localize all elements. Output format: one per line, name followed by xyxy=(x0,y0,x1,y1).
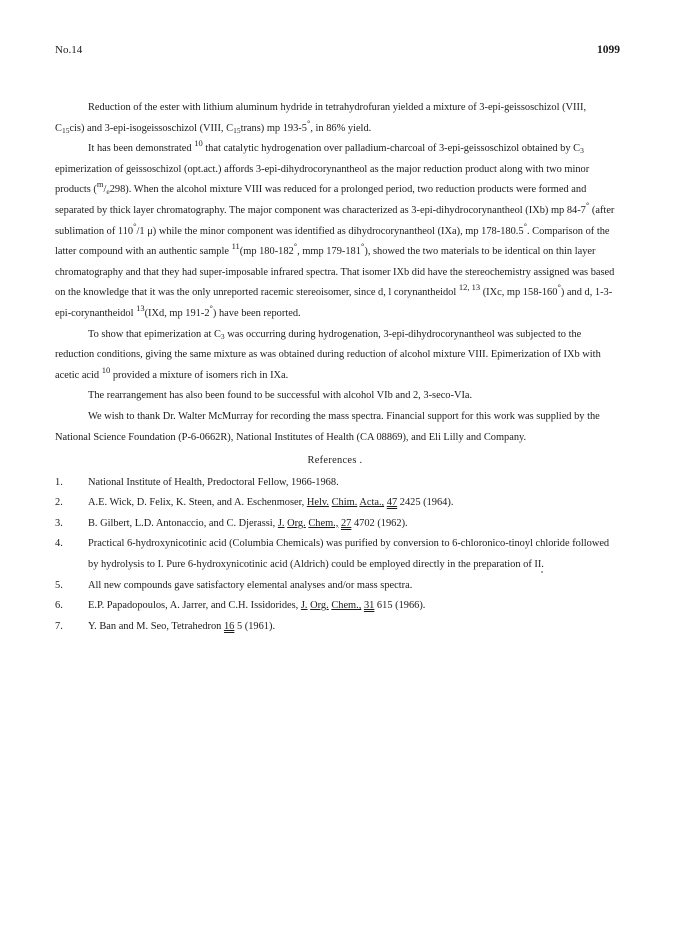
reference-item: 4. Practical 6-hydroxynicotinic acid (Columbia Chemicals) was purified by conversion to 6-chloronico-tinoyl chloride followed by hydrolysis to I. Pure 6-hydroxynicotinic acid (Aldrich) could be employed directly in the preparation of II. xyxy=(55,538,610,571)
reference-item: 7. Y. Ban and M. Seo, Tetrahedron 16 5 (1961). xyxy=(55,620,276,632)
reference-item: 2. A.E. Wick, D. Felix, K. Steen, and A. Eschenmoser, Helv. Chim. Acta., 47 2425 (1964). xyxy=(55,497,454,509)
issue-number: No.14 xyxy=(55,44,83,56)
page-header xyxy=(55,44,620,60)
paragraph-reduction: Reduction of the ester with lithium aluminum hydride in tetrahydrofuran yielded a mixture of 3-epi-geissoschizol (VIII, $C_{15}cis$) and 3-epi-isogeissoschizol (VIII, $C_{15}trans$) mp 193-5°, in 86% yield. xyxy=(55,102,587,135)
paragraph-hydrogenation: It has been demonstrated $^{10}$ that catalytic hydrogenation over palladium-charcoal of 3-epi-geissoschizol obtained by $C_3$ epimerization of geissoschizol (opt.act.) affords 3-epi-dihydrocorynantheol as the major reduction product along with two minor products $(^m/_e298)$. When the alcohol mixture VIII was reduced for a prolonged period, two reduction products were formed and separated by thick layer chromatography. The major component was characterized as 3-epi-dihydrocorynantheol (IXb) mp 84-7° (after sublimation of 110°/1 μ) while the minor component was identified as dihydrocorynantheol (IXa), mp 178-180.5°. Comparison of the latter compound with an authentic sample $^{11}$(mp 180-182°, mmp 179-181°), showed the two materials to be identical on thin layer chromatography and that they had super-imposable infrared spectra. That isomer IXb did have the stereochemistry assigned was based on the knowledge that it was the only unreported racemic stereoisomer, since d, l corynantheidol $^{12, 13}$ (IXc, mp 158-160°) and d, 1-3-epi-corynantheidol $^{13}$(IXd, mp 191-2°) have been reported. xyxy=(55,138,615,319)
reference-item: 5. All new compounds gave satisfactory elemental analyses and/or mass spectra. xyxy=(55,579,413,591)
references-list xyxy=(55,473,615,638)
reference-item: 6. E.P. Papadopoulos, A. Jarrer, and C.H. Issidorides, J. Org. Chem., 31 615 (1966). xyxy=(55,600,426,612)
page-number: 1099 xyxy=(597,44,620,56)
paragraph-rearrangement: The rearrangement has also been found to be successful with alcohol VIb and 2, 3-seco-VIa. xyxy=(88,390,473,402)
references-heading: References . xyxy=(307,455,363,467)
paragraph-acknowledgements: We wish to thank Dr. Walter McMurray for recording the mass spectra. Financial support for this work was supplied by the National Science Foundation (P-6-0662R), National Institutes of Health (CA 08869), and Eli Lilly and Company. xyxy=(55,410,600,443)
reference-item: 3. B. Gilbert, L.D. Antonaccio, and C. Djerassi, J. Org. Chem., 27 4702 (1962). xyxy=(55,517,408,529)
reference-item: 1. National Institute of Health, Predoctoral Fellow, 1966-1968. xyxy=(55,476,339,488)
paragraph-epimerization: To show that epimerization at $C_3$ was occurring during hydrogenation, 3-epi-dihydrocorynantheol was subjected to the reduction conditions, giving the same mixture as was obtained during reduction of alcohol mixture VIII. Epimerization of IXb with acetic acid $^{10}$ provided a mixture of isomers rich in IXa. xyxy=(55,328,601,381)
article-body xyxy=(55,98,615,637)
stray-mark xyxy=(541,571,543,573)
